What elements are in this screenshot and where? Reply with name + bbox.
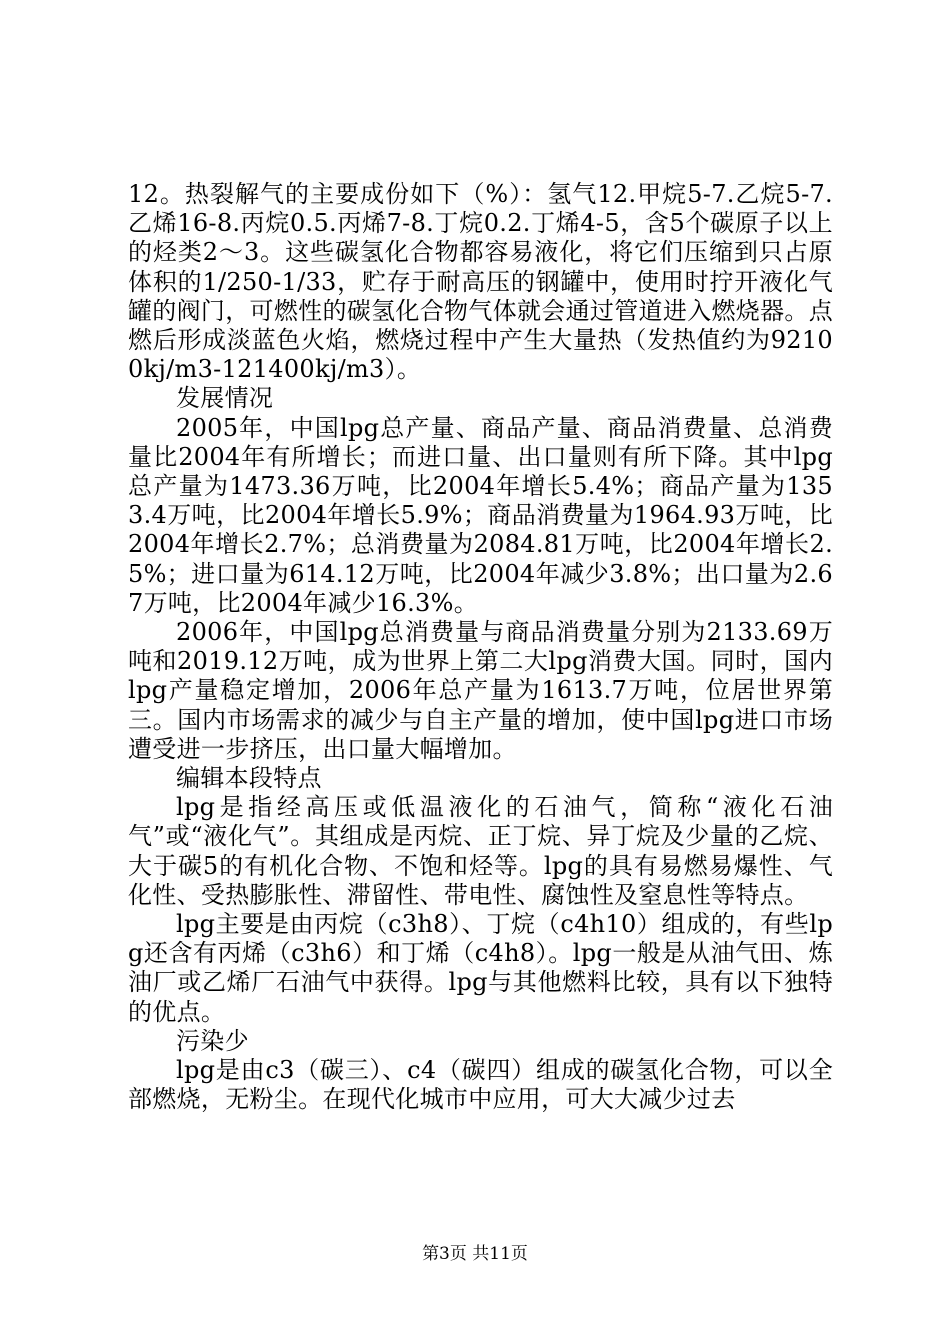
page-number-footer: 第3页 共11页 — [422, 1244, 528, 1264]
section-heading-development: 发展情况 — [176, 384, 274, 413]
paragraph-2005-statistics: 2005年，中国lpg总产量、商品产量、商品消费量、总消费量比2004年有所增长；而进口量、出口量则有所下降。其中lpg总产量为1473.36万吨，比2004年增长5.4%；商品产量为1353.4万吨，比2004年增长5.9%；商品消费量为1964.93万吨，比2004年增长2.7%；总消费量为2084.81万吨，比2004年增长2.5%；进口量为614.12万吨，比2004年减少3.8%；出口量为2.67万吨，比2004年减少16.3%。 — [128, 413, 833, 617]
paragraph-low-pollution: lpg是由c3（碳三）、c4（碳四）组成的碳氢化合物，可以全部燃烧，无粉尘。在现代化城市中应用，可大大减少过去 — [128, 1056, 833, 1114]
section-heading-features: 编辑本段特点 — [176, 764, 322, 793]
paragraph-2006-statistics: 2006年，中国lpg总消费量与商品消费量分别为2133.69万吨和2019.12万吨，成为世界上第二大lpg消费大国。同时，国内lpg产量稳定增加，2006年总产量为1613.7万吨，位居世界第三。国内市场需求的减少与自主产量的增加，使中国lpg进口市场遭受进一步挤压，出口量大幅增加。 — [128, 618, 833, 763]
paragraph-lpg-definition: lpg是指经高压或低温液化的石油气，简称“液化石油气”或“液化气”。其组成是丙烷、正丁烷、异丁烷及少量的乙烷、大于碳5的有机化合物、不饱和烃等。lpg的具有易燃易爆性、气化性、受热膨胀性、滞留性、带电性、腐蚀性及窒息性等特点。 — [128, 793, 833, 909]
section-heading-low-pollution: 污染少 — [176, 1026, 249, 1055]
document-body — [128, 180, 833, 1115]
paragraph-lpg-composition: lpg主要是由丙烷（c3h8）、丁烷（c4h10）组成的，有些lpg还含有丙烯（c3h6）和丁烯（c4h8）。lpg一般是从油气田、炼油厂或乙烯厂石油气中获得。lpg与其他燃料比较，具有以下独特的优点。 — [128, 910, 833, 1026]
paragraph-pyrolysis-gas: 12。热裂解气的主要成份如下（%）：氢气12.甲烷5-7.乙烷5-7.乙烯16-8.丙烷0.5.丙烯7-8.丁烷0.2.丁烯4-5，含5个碳原子以上的烃类2～3。这些碳氢化合物都容易液化，将它们压缩到只占原体积的1/250-1/33，贮存于耐高压的钢罐中，使用时拧开液化气罐的阀门，可燃性的碳氢化合物气体就会通过管道进入燃烧器。点燃后形成淡蓝色火焰，燃烧过程中产生大量热（发热值约为92100kj/m3-121400kj/m3）。 — [128, 180, 833, 384]
